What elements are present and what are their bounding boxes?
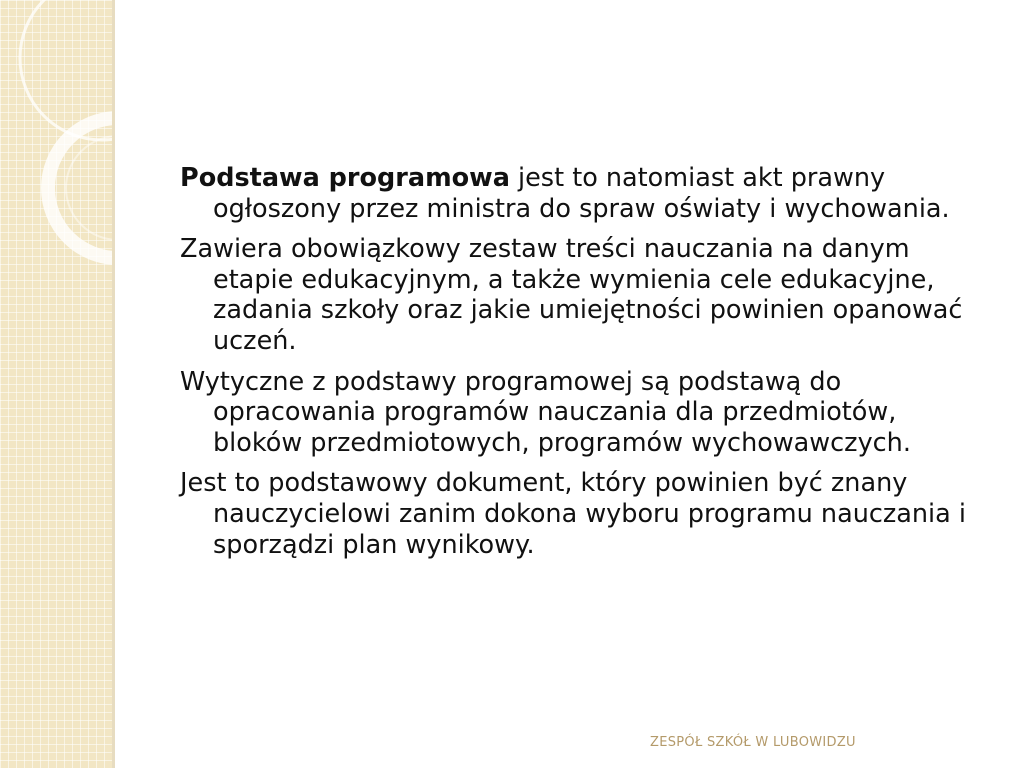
footer-school-name: ZESPÓŁ SZKÓŁ W LUBOWIDZU <box>650 735 856 750</box>
decorative-circles <box>0 0 112 768</box>
paragraph-contents: Zawiera obowiązkowy zestaw treści nauczania na danym etapie edukacyjnym, a także wymienia cele edukacyjne, zadania szkoły oraz jakie umiejętności powinien opanować uczeń. <box>180 234 963 356</box>
paragraph-definition <box>180 163 990 224</box>
slide-body <box>180 163 990 570</box>
decorative-ring-inner <box>66 136 112 240</box>
decorative-side-panel <box>0 0 112 768</box>
term-bold: Podstawa programowa <box>180 163 510 193</box>
paragraph-definition-text: jest to natomiast akt prawny ogłoszony przez ministra do spraw oświaty i wychowania. <box>213 163 950 224</box>
paragraph-document: Jest to podstawowy dokument, który powinien być znany nauczycielowi zanim dokona wyboru programu nauczania i sporządzi plan wynikowy. <box>180 468 966 560</box>
paragraph-guidelines: Wytyczne z podstawy programowej są podstawą do opracowania programów nauczania dla przedmiotów, bloków przedmiotowych, programów wychowawczych. <box>180 366 911 458</box>
side-panel-edge <box>112 0 115 768</box>
